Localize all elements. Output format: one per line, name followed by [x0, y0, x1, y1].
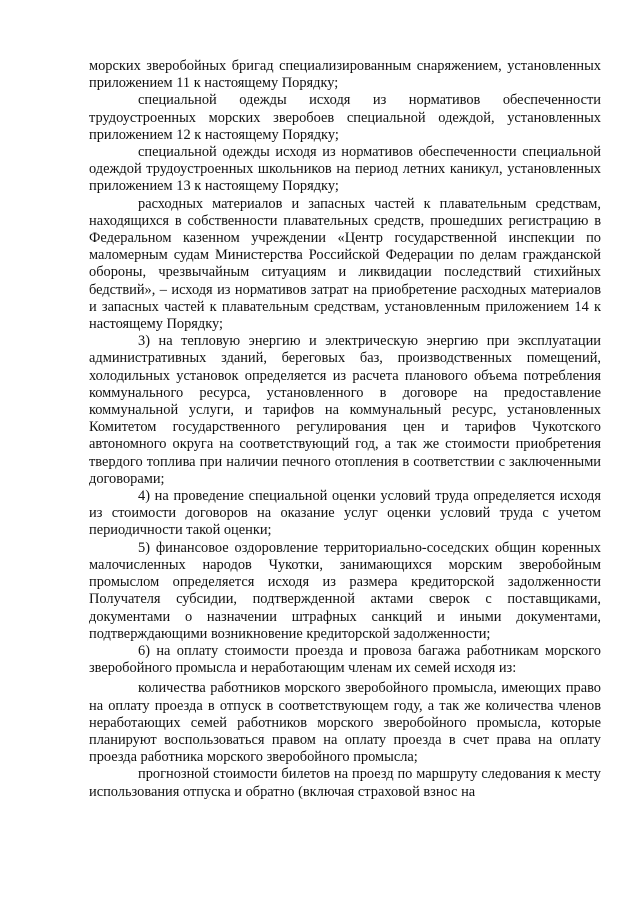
paragraph-item-5-financial-recovery: 5) финансовое оздоровление территориально-соседских общин коренных малочисленных народов Чукотки, занимающихся морским зверобойным промыслом определяется исходя из размера кредиторской задолженности Получателя субсидии, подтвержденной актами сверок с поставщиками, документами о назначении штрафных санкций и иными документами, подтверждающими возникновение кредиторской задолженности;: [89, 539, 601, 642]
document-body: [89, 58, 601, 801]
paragraph-special-clothing-students: специальной одежды исходя из нормативов обеспеченности специальной одеждой трудоустроенных школьников на период летних каникул, установленных приложением 13 к настоящему Порядку;: [89, 144, 601, 195]
paragraph-number-of-workers: количества работников морского зверобойного промысла, имеющих право на оплату проезда в отпуск в соответствующем году, а так же количества членов неработающих семей работников морского зверобойного промысла, которые планируют воспользоваться правом на оплату проезда в счет права на оплату проезда работника морского зверобойного промысла;: [89, 680, 601, 766]
paragraph-ticket-cost-forecast: прогнозной стоимости билетов на проезд по маршруту следования к месту использования отпуска и обратно (включая страховой взнос на: [89, 766, 601, 800]
paragraph-special-clothing-hunters: специальной одежды исходя из нормативов обеспеченности трудоустроенных морских зверобоев специальной одеждой, установленных приложением 12 к настоящему Порядку;: [89, 92, 601, 143]
paragraph-item-6-travel-payment: 6) на оплату стоимости проезда и провоза багажа работникам морского зверобойного промысла и неработающим членам их семей исходя из:: [89, 642, 601, 677]
paragraph-consumables-vessels: расходных материалов и запасных частей к плавательным средствам, находящихся в собственности плавательных средств, прошедших регистрацию в Федеральном казенном учреждении «Центр государственной инспекции по маломерным судам Министерства Российской Федерации по делам гражданской обороны, чрезвычайным ситуациям и ликвидации последствий стихийных бедствий», – исходя из нормативов затрат на приобретение расходных материалов и запасных частей к плавательным средствам, установленным приложением 14 к настоящему Порядку;: [89, 195, 601, 333]
paragraph-item-4-labor-assessment: 4) на проведение специальной оценки условий труда определяется исходя из стоимости договоров на оказание услуг оценки условий труда с учетом периодичности такой оценки;: [89, 488, 601, 539]
paragraph-equipment-continuation: морских зверобойных бригад специализированным снаряжением, установленных приложением 11 к настоящему Порядку;: [89, 58, 601, 92]
paragraph-item-3-energy: 3) на тепловую энергию и электрическую энергию при эксплуатации административных зданий, береговых баз, производственных помещений, холодильных установок определяется из расчета планового объема потребления коммунального ресурса, установленного в договоре на предоставление коммунальной услуги, и тарифов на коммунальный ресурс, установленных Комитетом государственного регулирования цен и тарифов Чукотского автономного округа на соответствующий год, а так же стоимости приобретения твердого топлива при наличии печного отопления в соответствии с заключенными договорами;: [89, 333, 601, 487]
